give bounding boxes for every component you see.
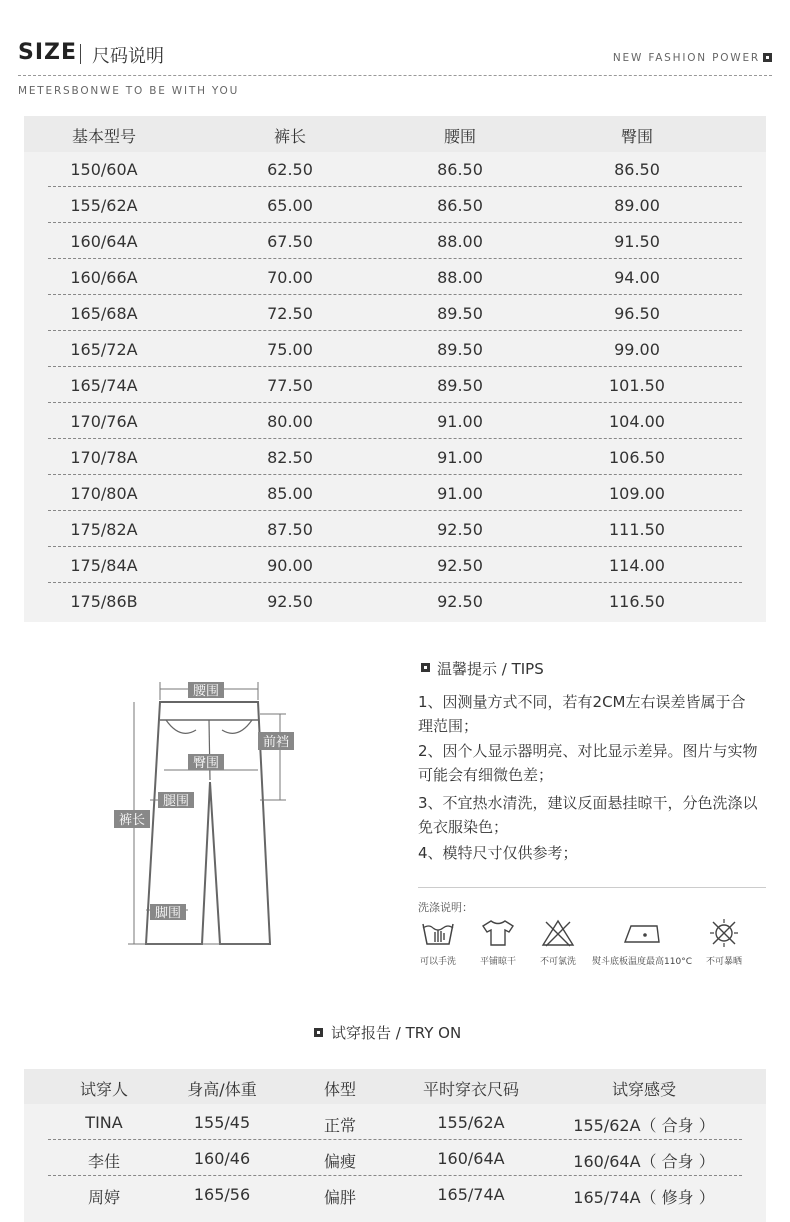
size-table-cell: 96.50 <box>614 304 660 323</box>
wash-label: 平铺晾干 <box>479 957 516 967</box>
try-on-cell: 160/46 <box>193 1149 251 1168</box>
thigh-label: 腿围 <box>162 794 190 809</box>
size-table-header-cell: 裤长 <box>273 127 306 146</box>
size-table-cell: 94.00 <box>614 268 660 287</box>
size-table-cell: 65.00 <box>267 196 313 215</box>
try-on-cell: 偏胖 <box>323 1188 356 1207</box>
size-table-cell: 75.00 <box>267 340 313 359</box>
row-divider <box>48 222 742 223</box>
size-table-cell: 92.50 <box>437 592 483 611</box>
size-table-cell: 89.00 <box>614 196 660 215</box>
try-on-cell: 李佳 <box>87 1152 120 1171</box>
size-table-cell: 62.50 <box>267 160 313 179</box>
size-table-cell: 90.00 <box>267 556 313 575</box>
wash-label: 不可暴晒 <box>705 957 742 967</box>
size-table <box>24 116 766 622</box>
size-table-cell: 160/66A <box>70 268 138 287</box>
size-table-cell: 170/80A <box>70 484 138 503</box>
wash-label: 熨斗底板温度最高110°C <box>592 957 692 967</box>
wash-title: 洗涤说明： <box>418 901 473 914</box>
try-on-table <box>24 1069 766 1222</box>
size-table-cell: 88.00 <box>437 268 483 287</box>
size-table-cell: 175/84A <box>70 556 138 575</box>
tagline: NEW FASHION POWER <box>612 52 760 64</box>
size-table-header-cell: 臀围 <box>620 127 653 146</box>
size-table-cell: 89.50 <box>437 340 483 359</box>
size-table-cell: 86.50 <box>437 160 483 179</box>
size-table-cell: 114.00 <box>609 556 665 575</box>
size-table-cell: 175/82A <box>70 520 138 539</box>
size-table-cell: 88.00 <box>437 232 483 251</box>
size-table-cell: 86.50 <box>437 196 483 215</box>
size-table-cell: 170/76A <box>70 412 138 431</box>
hem-label: 脚围 <box>154 906 182 921</box>
row-divider <box>48 366 742 367</box>
heading-divider <box>80 44 81 64</box>
size-table-cell: 165/68A <box>70 304 138 323</box>
header-divider <box>18 75 772 76</box>
size-table-cell: 89.50 <box>437 376 483 395</box>
size-guide-title: 尺码说明 <box>92 46 164 67</box>
size-table-cell: 92.50 <box>437 520 483 539</box>
try-on-header-cell: 试穿人 <box>79 1080 128 1099</box>
size-table-cell: 101.50 <box>609 376 665 395</box>
size-table-cell: 109.00 <box>609 484 665 503</box>
size-table-cell: 111.50 <box>609 520 665 539</box>
tip-item-1: 1、因测量方式不同，若有2CM左右误差皆属于合理范围； <box>418 693 746 735</box>
size-heading: SIZE <box>18 40 78 65</box>
front-rise-label: 前裆 <box>262 735 290 750</box>
size-table-cell: 89.50 <box>437 304 483 323</box>
size-table-cell: 91.00 <box>437 412 483 431</box>
size-table-cell: 70.00 <box>267 268 313 287</box>
try-on-cell: 155/62A <box>437 1113 505 1132</box>
brand-subtitle: METERSBONWE TO BE WITH YOU <box>18 85 240 97</box>
size-table-cell: 80.00 <box>267 412 313 431</box>
row-divider <box>48 1139 742 1140</box>
size-table-cell: 67.50 <box>267 232 313 251</box>
hip-label: 臀围 <box>192 756 220 771</box>
wash-item-hand-wash <box>414 918 462 967</box>
hand-wash-icon <box>419 918 457 948</box>
tip-item-4: 4、模特尺寸仅供参考； <box>418 844 578 862</box>
try-on-cell: TINA <box>85 1113 123 1132</box>
row-divider <box>48 258 742 259</box>
try-on-cell: 165/74A（ 修身 ） <box>573 1188 715 1207</box>
row-divider <box>48 402 742 403</box>
try-on-title: 试穿报告 / TRY ON <box>331 1024 462 1042</box>
try-on-cell: 周婷 <box>87 1188 120 1207</box>
try-on-header-cell: 身高/体重 <box>187 1080 257 1099</box>
try-on-header-cell: 体型 <box>323 1080 356 1099</box>
wash-item-flat-dry <box>474 918 522 967</box>
size-table-header-cell: 基本型号 <box>71 127 136 146</box>
row-divider <box>48 294 742 295</box>
waist-label: 腰围 <box>192 684 220 699</box>
size-table-cell: 92.50 <box>267 592 313 611</box>
size-table-cell: 86.50 <box>614 160 660 179</box>
length-label: 裤长 <box>118 813 146 828</box>
tip-item-2: 2、因个人显示器明亮、对比显示差异。图片与实物可能会有细微色差； <box>418 742 758 784</box>
try-on-header-cell: 试穿感受 <box>611 1080 676 1099</box>
no-sun-icon <box>705 918 743 948</box>
try-on-cell: 160/64A <box>437 1149 505 1168</box>
try-on-cell: 155/62A（ 合身 ） <box>573 1116 715 1135</box>
size-table-cell: 160/64A <box>70 232 138 251</box>
size-table-cell: 72.50 <box>267 304 313 323</box>
row-divider <box>48 438 742 439</box>
wash-item-iron <box>588 918 696 967</box>
square-bullet-icon <box>763 53 772 62</box>
no-bleach-icon <box>539 918 577 948</box>
try-on-cell: 165/56 <box>193 1185 251 1204</box>
flat-dry-icon <box>479 918 517 948</box>
row-divider <box>48 510 742 511</box>
row-divider <box>48 1175 742 1176</box>
try-on-cell: 正常 <box>323 1116 356 1135</box>
square-bullet-icon <box>314 1028 323 1037</box>
row-divider <box>48 474 742 475</box>
try-on-cell: 155/45 <box>193 1113 251 1132</box>
wash-item-no-sun <box>700 918 748 967</box>
size-table-cell: 165/74A <box>70 376 138 395</box>
tips-title: 温馨提示 / TIPS <box>437 660 544 678</box>
size-table-cell: 85.00 <box>267 484 313 503</box>
try-on-cell: 165/74A <box>437 1185 505 1204</box>
size-table-cell: 91.00 <box>437 448 483 467</box>
row-divider <box>48 330 742 331</box>
pants-measurement-diagram <box>110 672 310 962</box>
size-table-cell: 106.50 <box>609 448 665 467</box>
size-table-cell: 82.50 <box>267 448 313 467</box>
size-table-cell: 92.50 <box>437 556 483 575</box>
row-divider <box>48 582 742 583</box>
size-table-header-cell: 腰围 <box>443 127 476 146</box>
size-table-cell: 104.00 <box>609 412 665 431</box>
iron-icon <box>621 918 663 948</box>
size-table-cell: 91.50 <box>614 232 660 251</box>
try-on-cell: 偏瘦 <box>323 1152 356 1171</box>
wash-label: 可以手洗 <box>419 957 456 967</box>
size-table-cell: 116.50 <box>609 592 665 611</box>
tip-item-3: 3、不宜热水清洗，建议反面悬挂晾干，分色洗涤以免衣服染色； <box>418 794 758 836</box>
try-on-cell: 160/64A（ 合身 ） <box>573 1152 715 1171</box>
size-table-cell: 150/60A <box>70 160 138 179</box>
size-table-cell: 155/62A <box>70 196 138 215</box>
wash-label: 不可氯洗 <box>539 957 576 967</box>
size-table-cell: 87.50 <box>267 520 313 539</box>
try-on-header-cell: 平时穿衣尺码 <box>422 1080 519 1099</box>
size-table-cell: 91.00 <box>437 484 483 503</box>
wash-item-no-bleach <box>534 918 582 967</box>
row-divider <box>48 186 742 187</box>
size-table-cell: 99.00 <box>614 340 660 359</box>
wash-divider <box>418 887 766 888</box>
square-bullet-icon <box>421 663 430 672</box>
size-table-cell: 170/78A <box>70 448 138 467</box>
row-divider <box>48 546 742 547</box>
size-table-cell: 175/86B <box>70 592 138 611</box>
size-table-cell: 165/72A <box>70 340 138 359</box>
size-table-cell: 77.50 <box>267 376 313 395</box>
